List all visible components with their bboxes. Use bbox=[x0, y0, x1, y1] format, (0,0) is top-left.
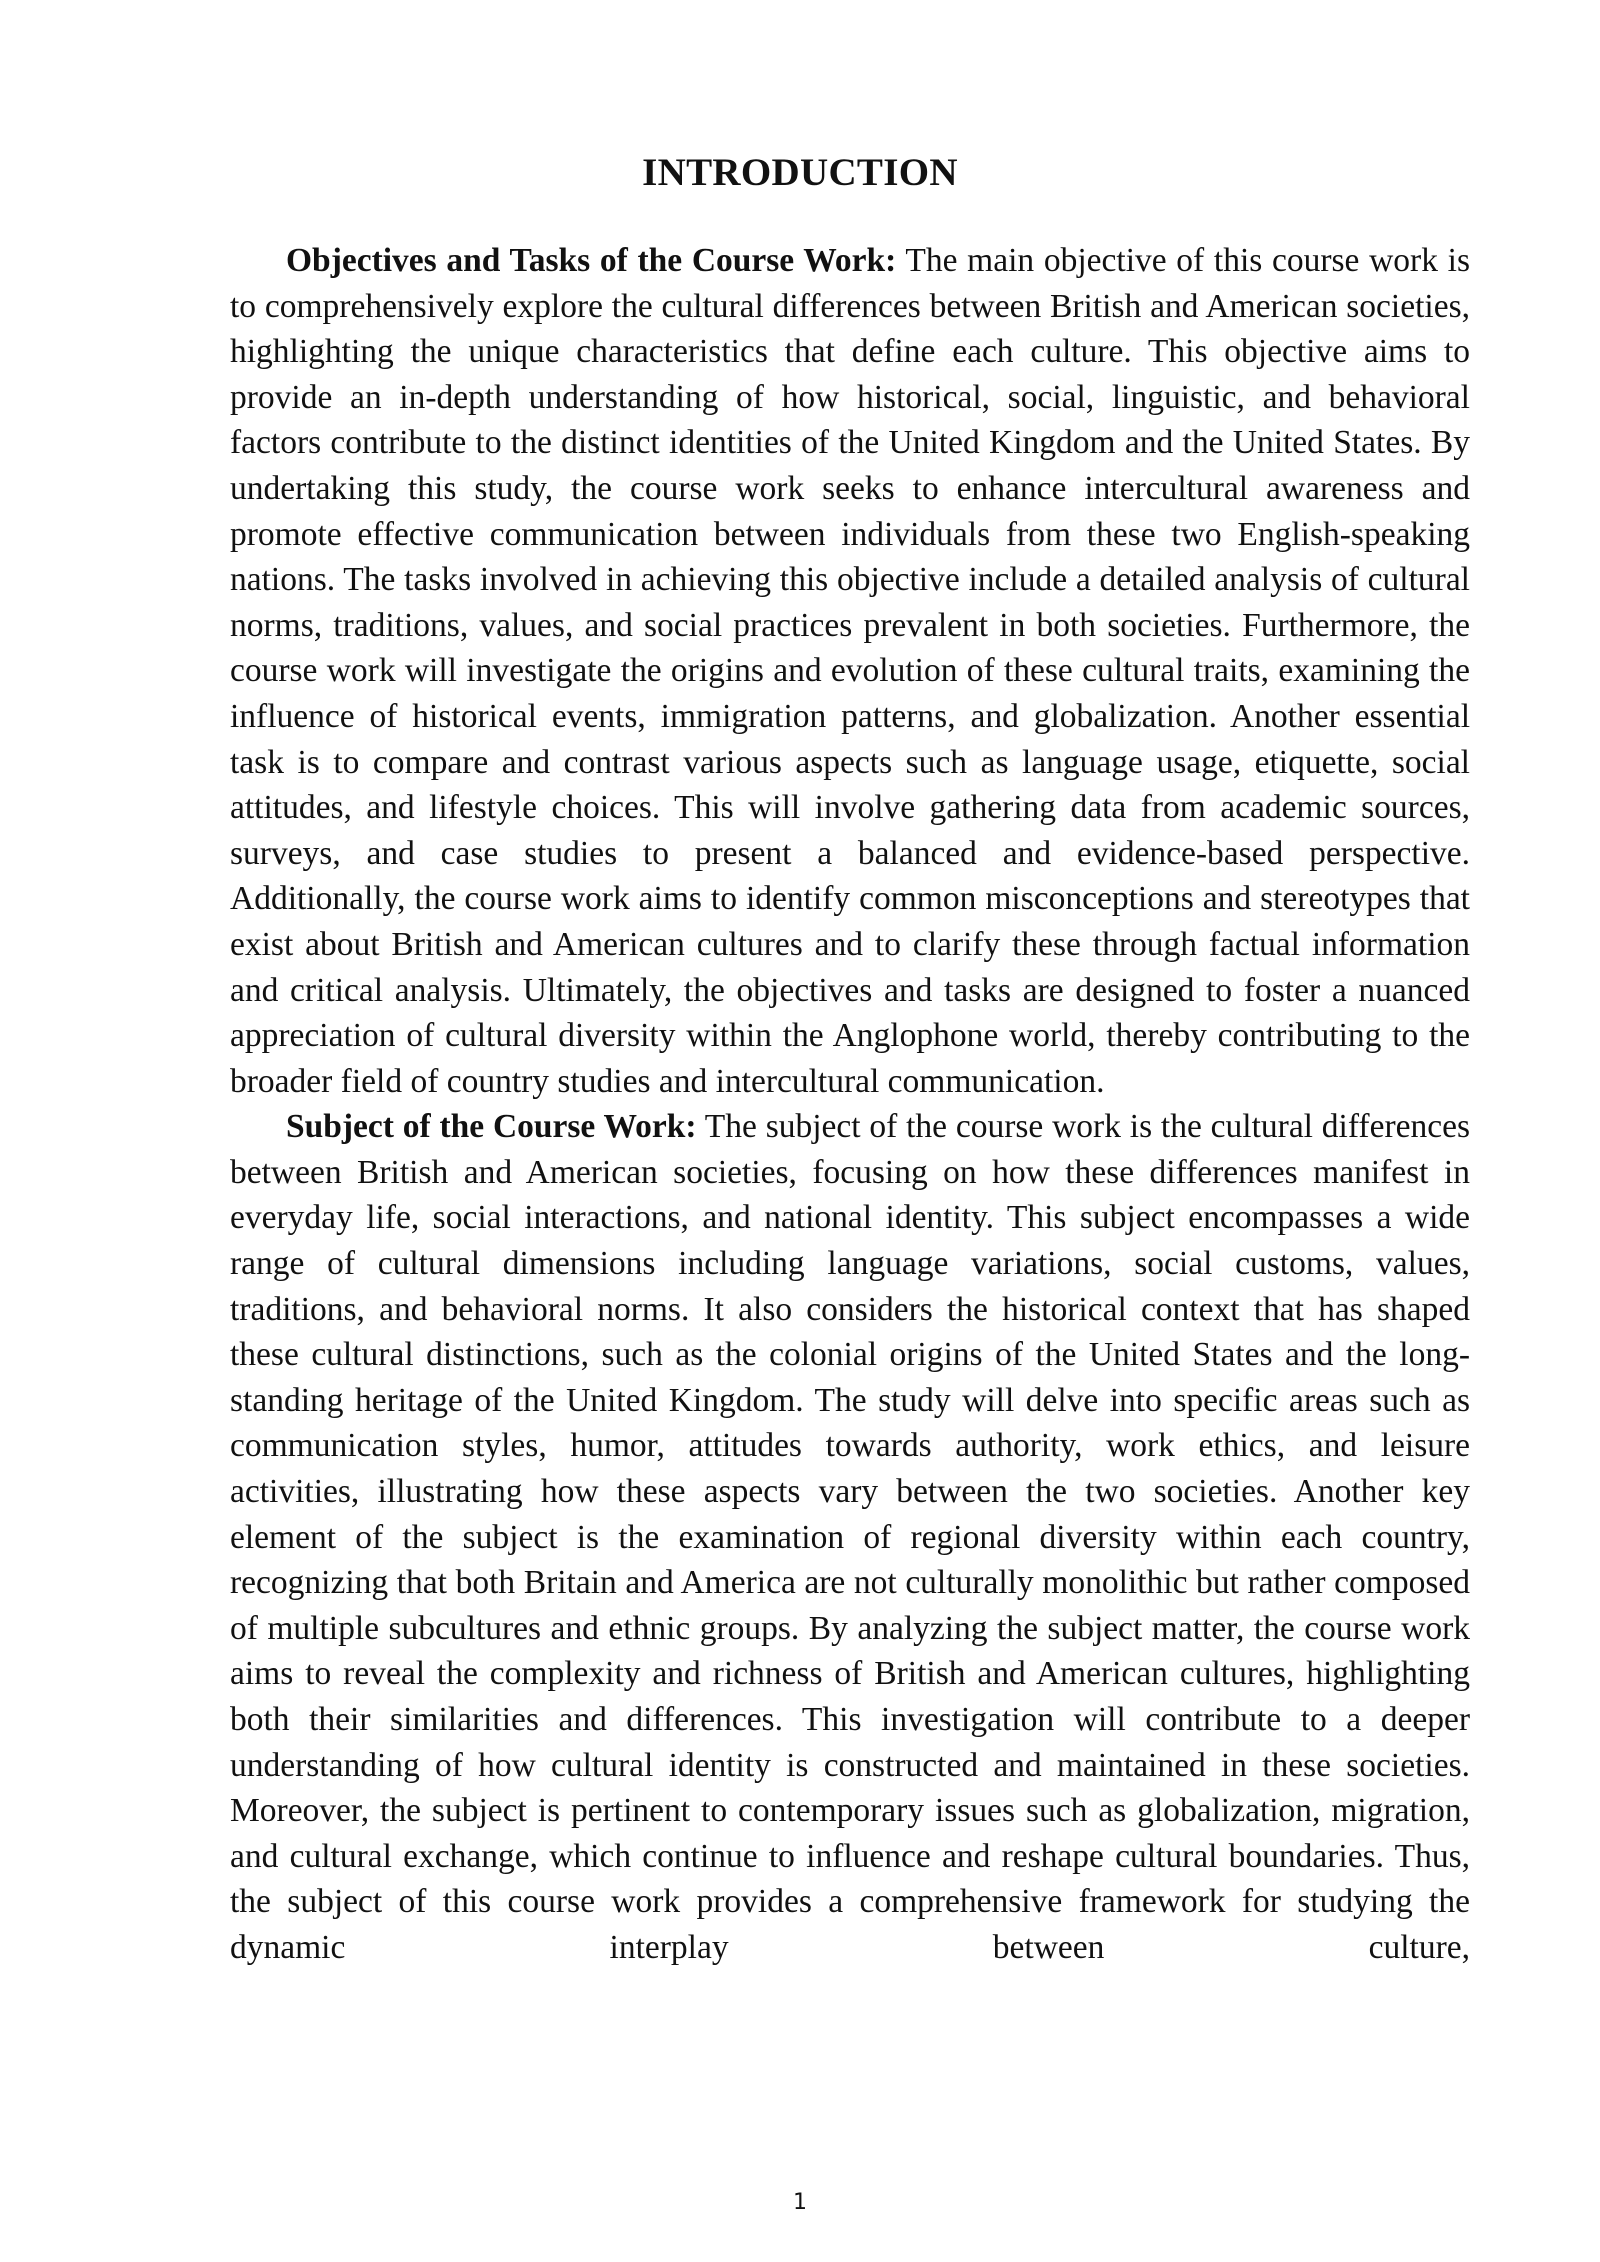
paragraph-text: The subject of the course work is the cultural differences between British and American societies, focusing on how these differences manifest in everyday life, social interactions, and national identity. This subject encompasses a wide range of cultural dimensions including language variations, social customs, values, traditions, and behavioral norms. It also considers the historical context that has shaped these cultural distinctions, such as the colonial origins of the United States and the long-standing heritage of the United Kingdom. The study will delve into specific areas such as communication styles, humor, attitudes towards authority, work ethics, and leisure activities, illustrating how these aspects vary between the two societies. Another key element of the subject is the examination of regional diversity within each country, recognizing that both Britain and America are not culturally monolithic but rather composed of multiple subcultures and ethnic groups. By analyzing the subject matter, the course work aims to reveal the complexity and richness of British and American cultures, highlighting both their similarities and differences. This investigation will contribute to a deeper understanding of how cultural identity is constructed and maintained in these societies. Moreover, the subject is pertinent to contemporary issues such as globalization, migration, and cultural exchange, which continue to influence and reshape cultural boundaries. Thus, the subject of this course work provides a comprehensive framework for studying the dynamic interplay between culture, bbox=[230, 1108, 1470, 1966]
page-number: 1 bbox=[793, 2190, 807, 2215]
paragraph-lead: Objectives and Tasks of the Course Work: bbox=[286, 242, 897, 279]
paragraph-text: The main objective of this course work is to comprehensively explore the cultural differences between British and American societies, highlighting the unique characteristics that define each culture. This objective aims to provide an in-depth understanding of how historical, social, linguistic, and behavioral factors contribute to the distinct identities of the United Kingdom and the United States. By undertaking this study, the course work seeks to enhance intercultural awareness and promote effective communication between individuals from these two English-speaking nations. The tasks involved in achieving this objective include a detailed analysis of cultural norms, traditions, values, and social practices prevalent in both societies. Furthermore, the course work will investigate the origins and evolution of these cultural traits, examining the influence of historical events, immigration patterns, and globalization. Another essential task is to compare and contrast various aspects such as language usage, etiquette, social attitudes, and lifestyle choices. This will involve gathering data from academic sources, surveys, and case studies to present a balanced and evidence-based perspective. Additionally, the course work aims to identify common misconceptions and stereotypes that exist about British and American cultures and to clarify these through factual information and critical analysis. Ultimately, the objectives and tasks are designed to foster a nuanced appreciation of cultural diversity within the Anglophone world, thereby contributing to the broader field of country studies and intercultural communication. bbox=[230, 242, 1470, 1100]
paragraph-objectives bbox=[230, 238, 1470, 1104]
page-title: INTRODUCTION bbox=[642, 151, 958, 194]
body-text bbox=[230, 238, 1470, 1971]
paragraph-lead: Subject of the Course Work: bbox=[286, 1108, 697, 1146]
paragraph-subject bbox=[230, 1104, 1470, 1970]
